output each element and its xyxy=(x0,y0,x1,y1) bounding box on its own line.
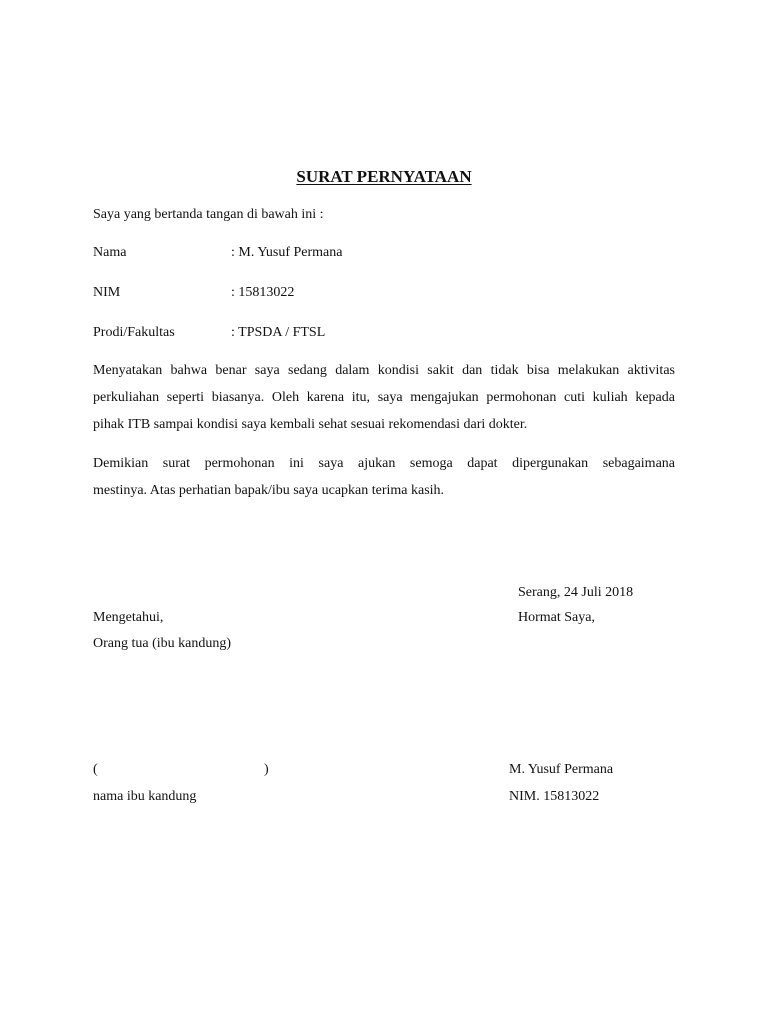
paragraph2-line1: Demikian surat permohonan ini saya ajukan semoga dapat dipergunakan sebagaimana xyxy=(93,456,675,471)
field-value-prodi: : TPSDA / FTSL xyxy=(231,325,326,340)
field-value-nim: : 15813022 xyxy=(231,285,295,300)
signature-open-paren: ( xyxy=(93,762,98,777)
paragraph1-line1: Menyatakan bahwa benar saya sedang dalam kondisi sakit dan tidak bisa melakukan aktivitas xyxy=(93,363,675,378)
left-signature-role: Orang tua (ibu kandung) xyxy=(93,636,232,651)
paragraph2-line2: mestinya. Atas perhatian bapak/ibu saya ucapkan terima kasih. xyxy=(93,483,445,498)
place-date: Serang, 24 Juli 2018 xyxy=(518,585,634,600)
right-signature-heading: Hormat Saya, xyxy=(518,610,595,625)
left-signature-heading: Mengetahui, xyxy=(93,610,164,625)
field-label-nim: NIM xyxy=(93,285,121,300)
paragraph1-line2: perkuliahan seperti biasanya. Oleh karena itu, saya mengajukan permohonan cuti kuliah kepada xyxy=(93,390,675,405)
signature-close-paren: ) xyxy=(264,762,269,777)
field-value-nama: : M. Yusuf Permana xyxy=(231,245,343,260)
intro-text: Saya yang bertanda tangan di bawah ini : xyxy=(93,207,324,222)
letter-title: SURAT PERNYATAAN xyxy=(296,167,472,186)
paragraph1-line3: pihak ITB sampai kondisi saya kembali sehat sesuai rekomendasi dari dokter. xyxy=(93,417,528,432)
right-signature-name: M. Yusuf Permana xyxy=(509,762,614,777)
field-label-nama: Nama xyxy=(93,245,127,260)
right-signature-nim: NIM. 15813022 xyxy=(509,789,600,804)
field-label-prodi: Prodi/Fakultas xyxy=(93,325,175,340)
left-signature-caption: nama ibu kandung xyxy=(93,789,197,804)
